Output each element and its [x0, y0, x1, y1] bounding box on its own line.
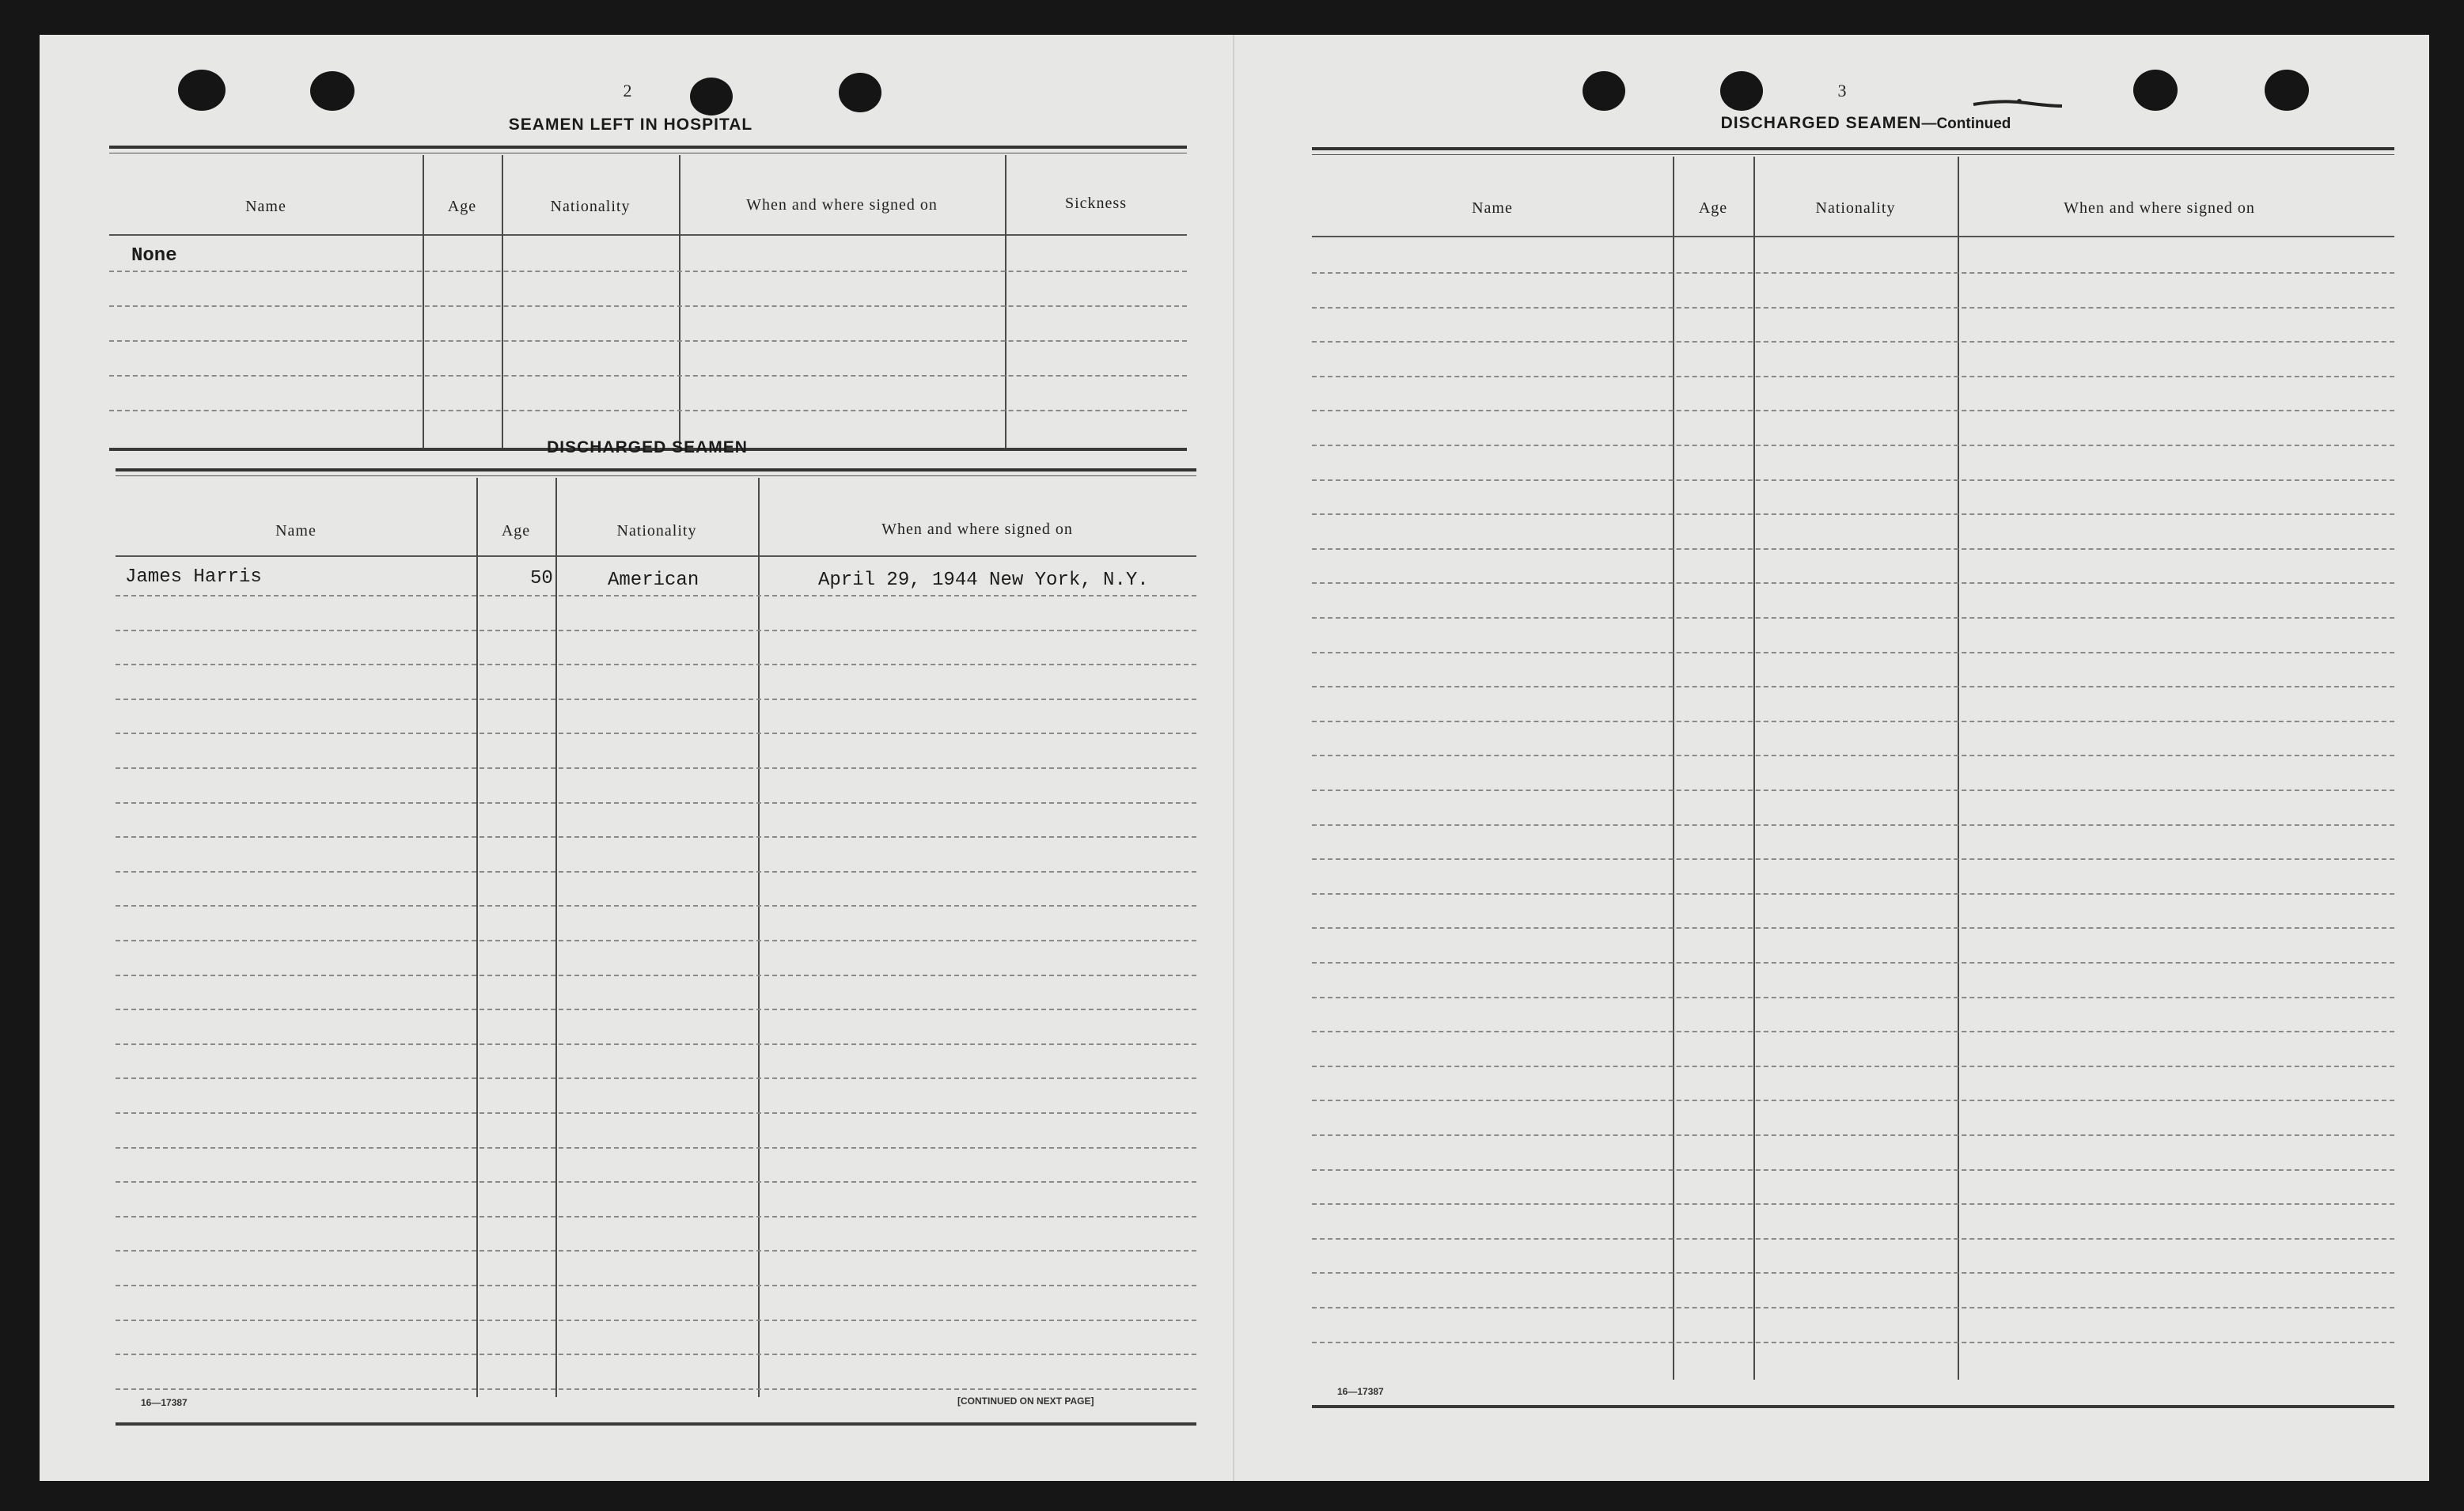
row-line: [1312, 1342, 2394, 1343]
page-number-right: 3: [1837, 81, 1847, 100]
punch-hole: [310, 71, 354, 111]
row-line: [116, 1181, 1196, 1183]
row-line: [1312, 962, 2394, 964]
punch-hole: [2265, 70, 2309, 111]
table-bottom-rule: [1312, 1405, 2394, 1408]
column-divider: [423, 155, 424, 448]
row-line: [1312, 1238, 2394, 1240]
row-line: [1312, 1066, 2394, 1067]
row-line: [1312, 1031, 2394, 1032]
row-line: [1312, 1307, 2394, 1308]
row-line: [1312, 479, 2394, 481]
row-line: [1312, 652, 2394, 653]
header-underline: [109, 234, 1187, 236]
hospital-entry-none: None: [131, 245, 177, 267]
discharged-continued-table: [1312, 147, 2394, 1413]
row-line: [116, 1388, 1196, 1390]
row-line: [1312, 1272, 2394, 1274]
punch-hole: [178, 70, 226, 111]
row-line: [1312, 1169, 2394, 1171]
row-line: [1312, 927, 2394, 929]
column-header-nationality: Nationality: [1815, 199, 1896, 217]
row-line: [1312, 376, 2394, 377]
row-line: [1312, 893, 2394, 895]
row-line: [116, 767, 1196, 769]
row-line: [116, 1077, 1196, 1079]
column-header-age: Age: [501, 522, 531, 540]
column-header-signed-on: When and where signed on: [2064, 199, 2255, 217]
seaman-name: James Harris: [125, 566, 262, 588]
row-line: [1312, 445, 2394, 446]
row-line: [116, 905, 1196, 907]
row-line: [1312, 755, 2394, 756]
table-top-rule: [1312, 147, 2394, 155]
column-divider: [1673, 157, 1674, 1380]
row-line: [109, 271, 1187, 272]
row-line: [116, 871, 1196, 873]
discharged-continued-title-main: DISCHARGED SEAMEN: [1720, 114, 1922, 132]
row-line: [1312, 824, 2394, 826]
row-line: [116, 1147, 1196, 1149]
row-line: [116, 1043, 1196, 1045]
row-line: [1312, 858, 2394, 860]
page-gutter: [1233, 35, 1234, 1481]
row-line: [109, 305, 1187, 307]
column-header-sickness: Sickness: [1065, 195, 1127, 212]
seaman-nationality: American: [608, 570, 699, 591]
column-divider: [1753, 157, 1755, 1380]
row-line: [1312, 272, 2394, 274]
row-line: [116, 1285, 1196, 1286]
discharged-continued-title: [1721, 114, 2011, 133]
row-line: [116, 630, 1196, 631]
column-header-age: Age: [1698, 199, 1728, 217]
row-line: [1312, 790, 2394, 791]
hospital-section-title: SEAMEN LEFT IN HOSPITAL: [508, 116, 753, 134]
row-line: [116, 664, 1196, 665]
row-line: [116, 975, 1196, 976]
header-underline: [1312, 236, 2394, 237]
row-line: [109, 375, 1187, 377]
row-line: [116, 1250, 1196, 1252]
punch-hole: [839, 73, 881, 112]
column-divider: [1958, 157, 1959, 1380]
row-line: [1312, 1203, 2394, 1205]
column-header-nationality: Nationality: [550, 198, 631, 215]
column-header-name: Name: [245, 198, 286, 215]
row-line: [116, 699, 1196, 700]
form-number-left: 16—17387: [141, 1397, 188, 1408]
row-line: [1312, 997, 2394, 998]
table-bottom-rule: [116, 1422, 1196, 1426]
row-line: [1312, 582, 2394, 584]
column-divider: [476, 478, 478, 1397]
column-divider: [1005, 155, 1006, 448]
row-line: [109, 410, 1187, 411]
column-header-nationality: Nationality: [616, 522, 697, 540]
form-number-right: 16—17387: [1337, 1386, 1384, 1397]
row-line: [116, 940, 1196, 941]
column-divider: [555, 478, 557, 1397]
row-line: [1312, 341, 2394, 343]
punch-hole: [1583, 71, 1625, 111]
row-line: [1312, 513, 2394, 515]
column-divider: [502, 155, 503, 448]
column-header-name: Name: [1472, 199, 1513, 217]
row-line: [116, 802, 1196, 804]
row-line: [1312, 307, 2394, 309]
seaman-age: 50: [530, 568, 553, 589]
seaman-signed-on: April 29, 1944 New York, N.Y.: [818, 570, 1149, 591]
column-header-name: Name: [275, 522, 317, 540]
document-sheet: [40, 35, 2429, 1481]
row-line: [1312, 548, 2394, 550]
row-line: [116, 1112, 1196, 1114]
hospital-table: [109, 146, 1187, 454]
discharged-table: [116, 468, 1196, 1432]
column-header-signed-on: When and where signed on: [881, 521, 1073, 538]
row-line: [109, 340, 1187, 342]
row-line: [116, 1320, 1196, 1321]
continued-note: [CONTINUED ON NEXT PAGE]: [957, 1395, 1094, 1407]
table-top-rule: [109, 146, 1187, 153]
row-line: [116, 1354, 1196, 1355]
row-line: [116, 1216, 1196, 1218]
header-underline: [116, 555, 1196, 557]
punch-hole: [690, 78, 733, 116]
column-divider: [679, 155, 680, 448]
row-line: [116, 836, 1196, 838]
row-line: [1312, 721, 2394, 722]
row-line: [1312, 410, 2394, 411]
punch-hole: [1720, 71, 1763, 111]
discharged-section-title: DISCHARGED SEAMEN: [547, 438, 748, 456]
row-line: [1312, 686, 2394, 687]
punch-hole: [2133, 70, 2178, 111]
row-line: [116, 733, 1196, 734]
column-header-age: Age: [447, 198, 477, 215]
table-top-rule: [116, 468, 1196, 476]
column-divider: [758, 478, 760, 1397]
discharged-continued-title-suffix: —Continued: [1921, 116, 2011, 132]
row-line: [1312, 1100, 2394, 1101]
row-line: [116, 595, 1196, 596]
pen-mark: [1970, 87, 2065, 111]
row-line: [1312, 1134, 2394, 1136]
row-line: [116, 1009, 1196, 1010]
row-line: [1312, 617, 2394, 619]
page-number-left: 2: [623, 81, 632, 100]
column-header-signed-on: When and where signed on: [746, 196, 938, 214]
